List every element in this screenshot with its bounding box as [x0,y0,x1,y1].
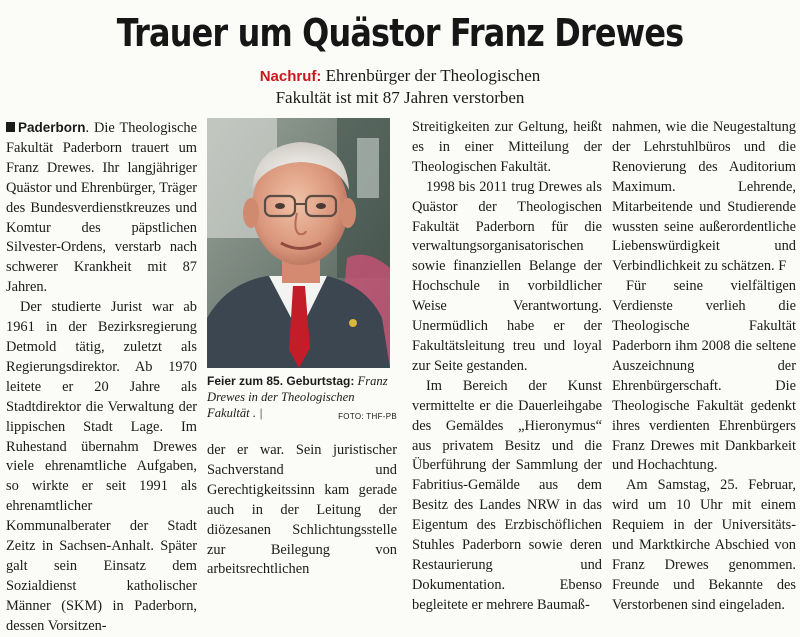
kicker-label: Nachruf: [259,68,322,85]
photo-credit: FOTO: THF-PB [338,412,397,421]
article-paragraph: nahmen, wie die Neugestaltung der Lehrstuhlbüros und die Renovierung des Auditorium Maximum. Lehrende, Mitarbeitende und Studierende wussten seine außerordentliche Liebenswürdigkeit und Verbindlichkeit zu schätzen. F [612,119,796,275]
article-column-1 [6,118,197,637]
dateline: Paderborn [18,120,86,135]
photo-caption [207,373,397,425]
subheadline-line-2: Fakultät ist mit 87 Jahren verstorben [275,88,525,107]
caption-text: Franz Drewes in der Theologischen Fakultät . | [207,374,388,420]
article-paragraph: Für seine vielfältigen Verdienste verlieh die Theologische Fakultät Paderborn ihm 2008 die seltene Auszeichnung der Ehrenbürgerschaft. Die Theologische Fakultät gedenkt ihres verdienten Ehrenbürgers Franz Drewes mit Dankbarkeit und Hochachtung. [612,278,796,474]
article-column-3 [412,118,602,616]
subheadline-text-1: Ehrenbürger der Theologischen [325,66,541,85]
article-paragraph: der er war. Sein juristischer Sachverstand und Gerechtigkeitssinn kam gerade auch in der Leitung der diözesanen Schlichtungsstelle zur Beilegung von arbeitsrechtlichen [207,442,397,578]
article-paragraph: Am Samstag, 25. Februar, wird um 10 Uhr mit einem Requiem in der Universitäts- und Marktkirche Abschied von Franz Drewes genommen. Freunde und Bekannte des Verstorbenen sind eingeladen. [612,477,796,613]
article-paragraph [6,118,197,298]
portrait-photo [207,118,390,368]
article-paragraph: Streitigkeiten zur Geltung, heißt es in einer Mitteilung der Theologischen Fakultät. [412,119,602,175]
headline: Trauer um Quästor Franz Drewes [116,11,684,55]
paragraph-text: . Die Theologische Fakultät Paderborn trauert um Franz Drewes. Ihr langjähriger Quästor und Ehrenbürger, Träger des Bundesverdienstkreuzes und Komtur des päpstlichen Silvester-Ordens, verstarb nach schwerer Krankheit mit 87 Jahren. [6,120,197,296]
article-column-4 [612,118,796,616]
article-column-2 [207,441,397,580]
article-paragraph: 1998 bis 2011 trug Drewes als Quästor der Theologischen Fakultät Paderborn für die verwaltungsorganisatorischen sowie finanziellen Belange der Hochschule in vorbildlicher Weise Verantwortung. Unermüdlich habe er der Fakultätsleitung treu und loyal zur Seite gestanden. [412,178,602,374]
article-paragraph: Im Bereich der Kunst vermittelte er die Dauerleihgabe des Gemäldes „Hieronymus“ aus privatem Besitz und die Überführung der Sammlung der Fabritius-Gemälde aus dem Besitz des Landes NRW in das Eigentum des Erzbischöflichen Stuhles Paderborn sowie deren Restaurierung und Dokumentation. Ebenso begleitete er mehrere Baumaß- [412,377,602,613]
portrait-image [207,118,390,368]
caption-lead: Feier zum 85. Geburtstag: [207,374,355,388]
subheadline-line-1 [150,66,650,87]
article-paragraph: Der studierte Jurist war ab 1961 in der Bezirksregierung Detmold tätig, zuletzt als Regierungsdirektor. Ab 1970 leitete er 20 Jahre als Stadtdirektor die Verwaltung der lippischen Stadt Lage. Im Ruhestand übernahm Drewes viele ehrenamtliche Aufgaben, so wirkte er seit 1991 als ehrenamtlicher Kommunalberater der Stadt Zeitz in Sachsen-Anhalt. Später galt sein Einsatz dem Sozialdienst katholischer Männer (SKM) in Paderborn, dessen Vorsitzen- [6,299,197,634]
bullet-square-icon [6,122,15,132]
